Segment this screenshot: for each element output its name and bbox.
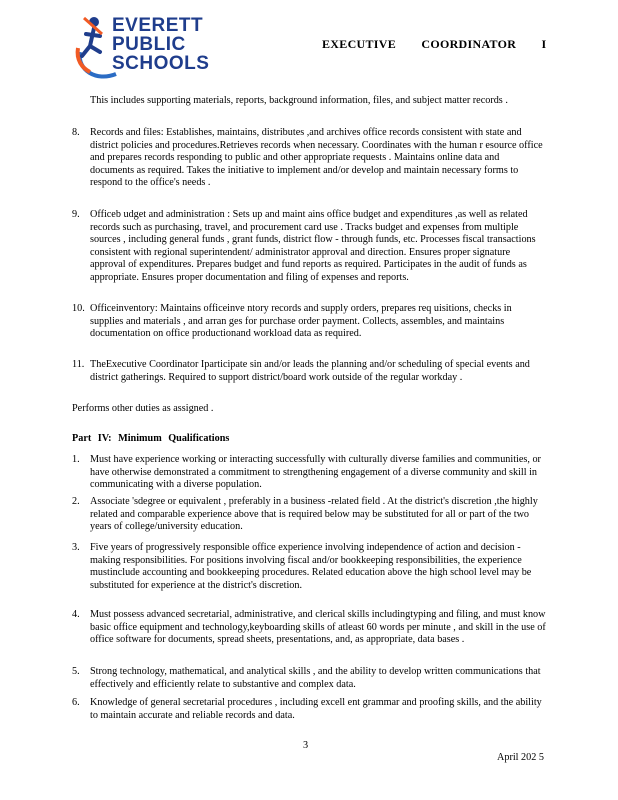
duty-item-11 xyxy=(72,359,546,384)
list-number: 8. xyxy=(72,127,80,138)
logo-line-1: EVERETT xyxy=(112,15,204,36)
logo-line-3: SCHOOLS xyxy=(112,53,210,74)
list-number: 9. xyxy=(72,209,80,220)
list-number: 2. xyxy=(72,496,80,507)
qualification-item-2 xyxy=(72,496,546,534)
footer-date: April 202 5 xyxy=(497,752,544,763)
list-number: 1. xyxy=(72,454,80,465)
duty-item-10 xyxy=(72,303,546,341)
list-item-text: Five years of progressively responsible office experience involving independence of action and decision -making responsibilities. For positions involving fiscal and/or bookkeeping responsibilities, the experience mustinclude accounting and bookkeeping procedures. Related education above the high school level may be substituted for experience at the district's discretion. xyxy=(90,542,532,591)
logo-line-2: PUBLIC xyxy=(112,34,186,55)
page-number: 3 xyxy=(303,740,309,751)
other-duties-line: Performs other duties as assigned . xyxy=(72,403,214,414)
list-item-text: Knowledge of general secretarial procedures , including excell ent grammar and proofing skills, and the ability to maintain accurate and reliable records and data. xyxy=(90,697,542,721)
list-item-text: Strong technology, mathematical, and analytical skills , and the ability to develop written communications that effectively and efficiently relate to substantive and complex data. xyxy=(90,666,541,690)
list-number: 11. xyxy=(72,359,85,370)
qualification-item-4 xyxy=(72,609,546,647)
qualification-item-6 xyxy=(72,697,546,722)
list-number: 6. xyxy=(72,697,80,708)
list-number: 3. xyxy=(72,542,80,553)
list-item-text: Must possess advanced secretarial, administrative, and clerical skills includingtyping and filing, and must know basic office equipment and technology,keyboarding skills of atleast 60 words per minute , and skill in the use of office software for documents, spread sheets, presentations, and, as appropriate, data bases . xyxy=(90,609,546,645)
list-item-text: Officeinventory: Maintains officeinve ntory records and supply orders, prepares req uisitions, checks in supplies and materials , and arran ges for purchase order payment. Collects, assembles, and maintains documentation on office productionand workload data as required. xyxy=(90,303,512,339)
duty-item-9 xyxy=(72,209,546,284)
list-item-text: Must have experience working or interacting successfully with culturally diverse families and communities, or have otherwise demonstrated a commitment to strengthening engagement of a diverse community and skill in communicating with a diverse population. xyxy=(90,454,541,490)
list-item-text: Associate 'sdegree or equivalent , preferably in a business -related field . At the district's discretion ,the highly related and comparable experience above that is required below may be substituted for all or part of the two years of college/university education. xyxy=(90,496,538,532)
list-item-text: Officeb udget and administration : Sets up and maint ains office budget and expenditures ,as well as related records such as purchasing, travel, and procurement card use . Tracks budget and expenses from multiple sources , including general funds , grant funds, district flow - through funds, etc. Processes fiscal transactions consistent with regional superintendent/ administrator approval and direction. Ensures proper signature approval of expenditures. Prepares budget and fund reports as required. Participates in the audit of funds as appropriate. Ensures proper documentation and filing of expenses and reports. xyxy=(90,209,536,283)
qualification-item-5 xyxy=(72,666,546,691)
qualification-item-3 xyxy=(72,542,546,592)
list-number: 5. xyxy=(72,666,80,677)
list-item-text: Records and files: Establishes, maintains, distributes ,and archives office records consistent with state and district policies and procedures.Retrieves records when necessary. Coordinates with the human r esource office and prepares records responding to public and other appropriate requests . Maintains online data and documents as required. Takes the initiative to implement and/or develop and maintain necessary forms to respond to the office's needs . xyxy=(90,127,543,188)
document-title: EXECUTIVE COORDINATOR I xyxy=(322,37,547,51)
continuation-paragraph: This includes supporting materials, reports, background information, files, and subject matter records . xyxy=(90,95,508,106)
everett-public-schools-logo xyxy=(72,12,242,82)
part-iv-heading: Part IV: Minimum Qualifications xyxy=(72,433,230,444)
logo-text xyxy=(112,16,209,73)
duty-item-8 xyxy=(72,127,546,190)
qualification-item-1 xyxy=(72,454,546,492)
list-number: 4. xyxy=(72,609,80,620)
list-number: 10. xyxy=(72,303,85,314)
list-item-text: TheExecutive Coordinator Iparticipate sin and/or leads the planning and/or scheduling of special events and district gatherings. Required to support district/board work outside of the regular workday . xyxy=(90,359,530,383)
